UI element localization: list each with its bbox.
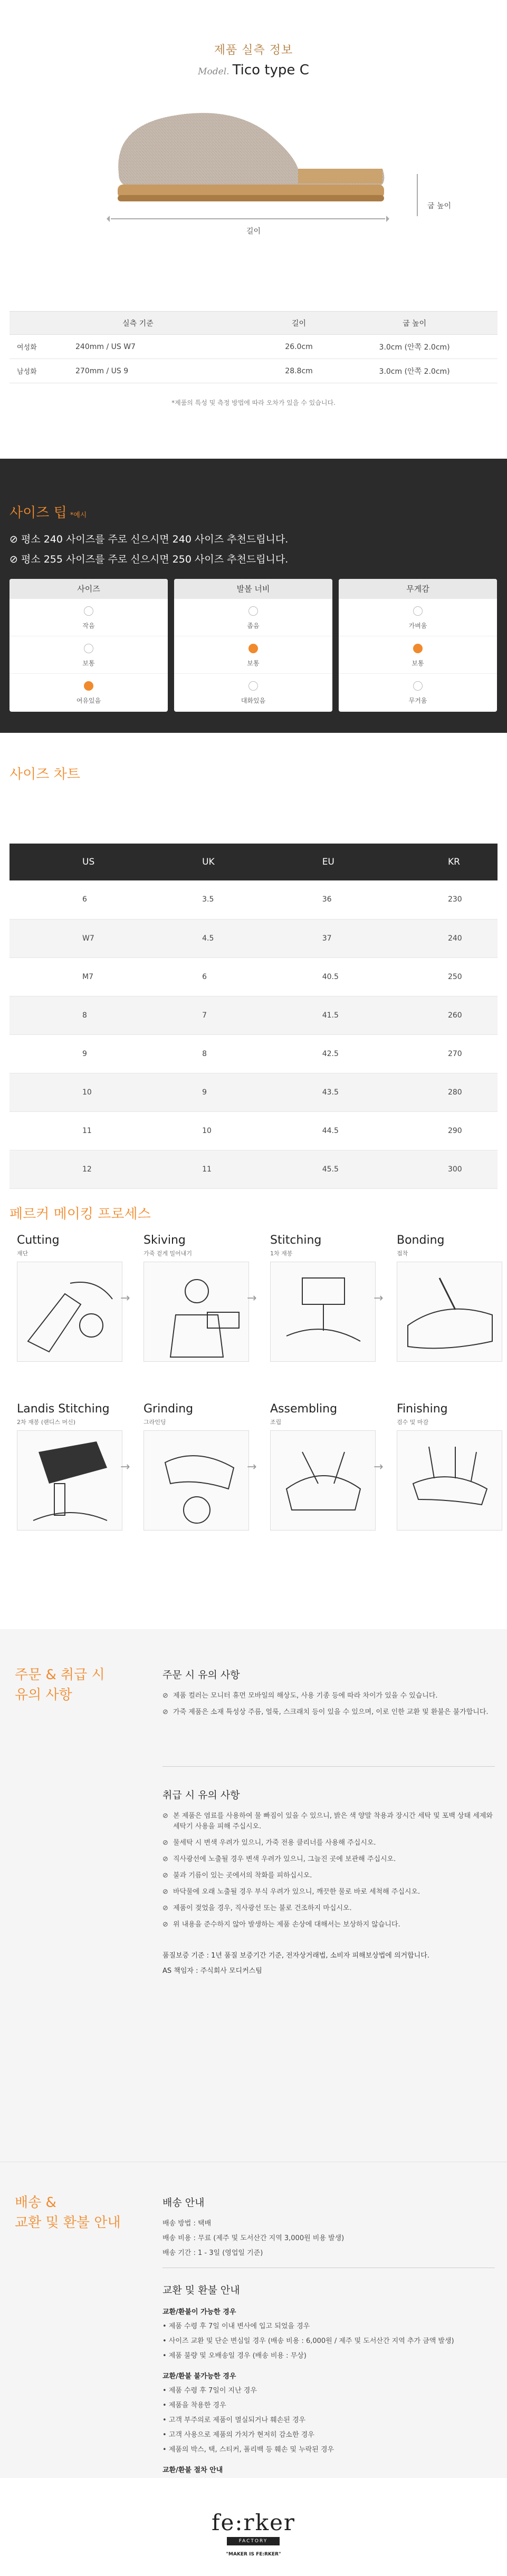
spec-length: 28.8cm	[266, 359, 331, 383]
size-tip-title-text: 사이즈 팁	[9, 505, 67, 521]
list-item	[162, 1707, 500, 1718]
tip-option-selected	[174, 636, 332, 674]
cell: 42.5	[250, 1034, 375, 1073]
shipping-section	[0, 2162, 507, 2478]
cell: 300	[375, 1150, 498, 1188]
check-icon: ⊘	[162, 1872, 168, 1880]
size-header-eu: EU	[250, 844, 375, 880]
spec-header-basis: 실측 기준	[9, 312, 266, 335]
step-name: Cutting	[17, 1234, 60, 1247]
cell: 9	[9, 1034, 129, 1073]
table-row	[9, 1034, 498, 1073]
tip-column-header: 무게감	[339, 579, 497, 599]
cell: 290	[375, 1111, 498, 1150]
cell: M7	[9, 957, 129, 996]
list-text: 제품 수령 후 7일이 지난 경우	[168, 2387, 257, 2395]
ship-item: 배송 기간 : 1 - 3일 (영업일 기준)	[162, 2249, 263, 2257]
tip-option-label: 보통	[247, 660, 260, 667]
list-item: • 고객 부주의로 제품이 멸실되거나 훼손된 경우	[162, 2416, 306, 2424]
spec-heel: 3.0cm (안쪽 2.0cm)	[331, 359, 498, 383]
list-text: 위 내용을 준수하지 않아 발생하는 제품 손상에 대해서는 보상하지 않습니다.	[173, 1921, 400, 1929]
process-step	[17, 1234, 128, 1362]
tip-option	[174, 674, 332, 711]
footer	[0, 2478, 507, 2576]
process-step	[144, 1402, 257, 1531]
list-item: • 제품의 박스, 택, 스티커, 폴리백 등 훼손 및 누락된 경우	[162, 2446, 334, 2454]
cell: W7	[9, 919, 129, 957]
height-dimension-line	[417, 174, 418, 216]
cell: 8	[9, 996, 129, 1034]
process-step	[270, 1234, 384, 1362]
care-notice-block	[162, 1787, 500, 1980]
cutting-illustration	[17, 1262, 122, 1362]
table-row	[9, 919, 498, 957]
quality-guarantee: 품질보증 기준 : 1년 품질 보증기간 기준, 전자상거래법, 소비자 피해보상법에 의거합니다.	[162, 1952, 429, 1960]
process-step	[397, 1234, 507, 1362]
step-name: Skiving	[144, 1234, 186, 1247]
table-row	[9, 880, 498, 919]
cell: 11	[9, 1111, 129, 1150]
tip-option-label: 가벼움	[408, 622, 427, 630]
table-row	[9, 1073, 498, 1111]
arrow-right-icon: →	[374, 1460, 384, 1474]
cell: 11	[129, 1150, 250, 1188]
cell: 280	[375, 1073, 498, 1111]
step-name: Grinding	[144, 1402, 194, 1416]
list-text: 제품의 박스, 택, 스티커, 폴리백 등 훼손 및 누락된 경우	[168, 2446, 334, 2454]
tip-option-selected	[339, 636, 497, 674]
size-tip-section	[0, 459, 507, 733]
block-title: 교환 및 환불 안내	[162, 2284, 240, 2296]
step-desc: 조립	[270, 1419, 282, 1426]
brand-logo: fe:rker	[211, 2510, 295, 2535]
block-title: 배송 안내	[162, 2197, 205, 2209]
tip-option	[339, 599, 497, 636]
making-process-section	[0, 1192, 507, 1629]
tip-option-label: 보통	[412, 660, 424, 667]
height-label: 굽 높이	[427, 202, 452, 210]
list-text: 본 제품은 염료를 사용하여 물 빠짐이 있을 수 있으니, 밝은 색 양말 착용과 장시간 세탁 및 포백 상태 세제와 세탁기 사용을 피해 주십시오.	[173, 1812, 493, 1831]
side-title-line: 배송 &	[15, 2195, 56, 2211]
cell: 36	[250, 880, 375, 919]
tip-line: ⊘ 평소 240 사이즈를 주로 신으시면 240 사이즈 추천드립니다.	[9, 534, 289, 545]
table-row	[9, 359, 498, 383]
radio-dot	[84, 681, 93, 691]
side-title-line: 교환 및 환불 안내	[15, 2215, 121, 2231]
process-step	[17, 1402, 128, 1531]
check-icon: ⊘	[162, 1692, 168, 1700]
arrow-right-icon: →	[374, 1292, 384, 1305]
check-icon: ⊘	[162, 1904, 168, 1912]
radio-dot	[413, 681, 423, 691]
tip-option-selected	[9, 674, 168, 711]
list-text: 바닥물에 오래 노출될 경우 부식 우려가 있으니, 깨끗한 물로 바로 세척해 주십시오.	[173, 1888, 420, 1896]
process-step	[144, 1234, 257, 1362]
arrow-right-icon: →	[120, 1292, 130, 1305]
brand-slogan: "MAKER IS FE:RKER"	[226, 2552, 281, 2557]
step-name: Assembling	[270, 1402, 338, 1416]
size-header-us: US	[9, 844, 129, 880]
table-row	[9, 957, 498, 996]
step-name: Stitching	[270, 1234, 322, 1247]
tip-option	[9, 599, 168, 636]
stitching-illustration	[270, 1262, 376, 1362]
cell: 6	[9, 880, 129, 919]
assembling-illustration	[270, 1430, 376, 1531]
cell: 37	[250, 919, 375, 957]
arrow-right-icon: →	[247, 1460, 257, 1474]
size-chart-table	[9, 844, 498, 1189]
list-text: 제품을 착용한 경우	[168, 2401, 226, 2409]
cell: 41.5	[250, 996, 375, 1034]
landis-stitching-illustration	[17, 1430, 122, 1531]
process-step	[270, 1402, 384, 1531]
radio-dot	[413, 644, 423, 653]
tip-option-label: 무거움	[408, 697, 427, 704]
tip-option-label: 여유있음	[76, 697, 101, 704]
shipping-info-block	[162, 2195, 500, 2263]
cell: 10	[129, 1111, 250, 1150]
list-item	[162, 1920, 500, 1930]
table-row	[9, 335, 498, 359]
radio-dot	[248, 606, 258, 616]
block-title: 주문 시 유의 사항	[162, 1669, 240, 1681]
tip-option-label: 대화있음	[241, 697, 266, 704]
tip-option-label: 좁음	[247, 622, 260, 630]
list-item: • 제품 불량 및 오배송일 경우 (배송 비용 : 무상)	[162, 2352, 307, 2360]
step-desc: 1차 재봉	[270, 1250, 293, 1257]
shoe-image	[108, 95, 393, 208]
size-header-kr: KR	[375, 844, 498, 880]
cell: 8	[129, 1034, 250, 1073]
table-row	[9, 1111, 498, 1150]
tip-line-text: 평소 240 사이즈를 주로 신으시면 240 사이즈 추천드립니다.	[21, 534, 289, 545]
length-dimension-line	[111, 218, 385, 219]
cell: 270	[375, 1034, 498, 1073]
sub-title: 교환/환불 절차 안내	[162, 2466, 223, 2474]
tip-line: ⊘ 평소 255 사이즈를 주로 신으시면 250 사이즈 추천드립니다.	[9, 554, 289, 565]
step-name: Finishing	[397, 1402, 448, 1416]
as-manager: AS 책임자 : 주식회사 모디커스팀	[162, 1967, 262, 1975]
measurement-note: *제품의 특성 및 측정 방법에 따라 오차가 있을 수 있습니다.	[171, 399, 336, 406]
side-title-line: 유의 사항	[15, 1687, 72, 1703]
spec-size: 270mm / US 9	[39, 359, 266, 383]
tip-column-header: 사이즈	[9, 579, 168, 599]
tip-line-text: 평소 255 사이즈를 주로 신으시면 250 사이즈 추천드립니다.	[21, 554, 289, 565]
spec-who: 남성화	[9, 359, 39, 383]
tip-column-header: 발볼 너비	[174, 579, 332, 599]
process-title: 페르커 메이킹 프로세스	[9, 1206, 151, 1222]
cell: 240	[375, 919, 498, 957]
list-item: • 사이즈 교환 및 단순 변심일 경우 (배송 비용 : 6,000원 / 제주 및 도서산간 지역 추가 금액 발생)	[162, 2337, 454, 2345]
size-chart-section	[0, 733, 507, 1192]
step-name: Landis Stitching	[17, 1402, 110, 1416]
cell: 6	[129, 957, 250, 996]
list-item	[162, 1838, 500, 1848]
brand-logo-sub: FACTORY	[227, 2537, 280, 2545]
radio-dot	[413, 606, 423, 616]
cell: 7	[129, 996, 250, 1034]
model-name: Tico type C	[232, 62, 309, 78]
list-item: • 제품 수령 후 7일 이내 변사에 입고 되었을 경우	[162, 2322, 310, 2330]
step-desc: 검수 및 마감	[397, 1419, 429, 1426]
cell: 260	[375, 996, 498, 1034]
check-icon: ⊘	[162, 1708, 168, 1716]
list-item: • 고객 사용으로 제품의 가치가 현저히 감소한 경우	[162, 2431, 314, 2439]
tip-option	[9, 636, 168, 674]
step-name: Bonding	[397, 1234, 445, 1247]
cell: 40.5	[250, 957, 375, 996]
list-item	[162, 1887, 500, 1897]
model-line	[0, 62, 507, 78]
spec-who: 여성화	[9, 335, 39, 359]
cell: 230	[375, 880, 498, 919]
grinding-illustration	[144, 1430, 249, 1531]
list-text: 사이즈 교환 및 단순 변심일 경우 (배송 비용 : 6,000원 / 제주 및 도서산간 지역 추가 금액 발생)	[168, 2337, 454, 2345]
list-item	[162, 1854, 500, 1865]
spec-size: 240mm / US W7	[39, 335, 266, 359]
cell: 44.5	[250, 1111, 375, 1150]
spec-header-heel: 굽 높이	[331, 312, 498, 335]
order-care-section	[0, 1629, 507, 2162]
step-desc: 그라인딩	[144, 1419, 166, 1426]
cell: 43.5	[250, 1073, 375, 1111]
cell: 9	[129, 1073, 250, 1111]
radio-dot	[84, 644, 93, 653]
block-title: 취급 시 유의 사항	[162, 1789, 240, 1801]
list-text: 직사광선에 노출될 경우 변색 우려가 있으니, 그늘진 곳에 보관해 주십시오.	[173, 1855, 396, 1863]
process-step	[397, 1402, 507, 1531]
radio-dot	[84, 606, 93, 616]
list-item	[162, 1871, 500, 1881]
arrow-right-icon: →	[120, 1460, 130, 1474]
list-text: 물세탁 시 변색 우려가 있으니, 가죽 전용 클리너를 사용해 주십시오.	[173, 1839, 376, 1847]
side-title-line: 주문 & 취급 시	[15, 1667, 105, 1683]
size-header-uk: UK	[129, 844, 250, 880]
list-item	[162, 1811, 500, 1832]
ship-item: 배송 비용 : 무료 (제주 및 도서산간 지역 3,000원 비용 발생)	[162, 2234, 345, 2242]
radio-dot	[248, 681, 258, 691]
cell: 3.5	[129, 880, 250, 919]
length-label: 길이	[246, 227, 261, 236]
step-desc: 재단	[17, 1250, 28, 1257]
list-item: • 제품 수령 후 7일이 지난 경우	[162, 2387, 257, 2395]
table-row	[9, 1150, 498, 1188]
measurement-table	[9, 311, 498, 383]
arrow-right-icon: →	[247, 1292, 257, 1305]
check-icon: ⊘	[162, 1921, 168, 1929]
tip-column-weight	[339, 579, 497, 712]
order-side-title	[15, 1665, 141, 1705]
tip-option	[339, 674, 497, 711]
list-item: • 제품을 착용한 경우	[162, 2401, 226, 2409]
tip-option-label: 작음	[82, 622, 95, 630]
size-tip-title	[9, 502, 87, 521]
finishing-illustration	[397, 1430, 502, 1531]
list-text: 고객 부주의로 제품이 멸실되거나 훼손된 경우	[168, 2416, 306, 2424]
ship-item: 배송 방법 : 택배	[162, 2220, 212, 2228]
list-text: 제품 수령 후 7일 이내 변사에 입고 되었을 경우	[168, 2322, 310, 2330]
list-item	[162, 1903, 500, 1914]
list-text: 고객 사용으로 제품의 가치가 현저히 감소한 경우	[168, 2431, 314, 2439]
tip-option	[174, 599, 332, 636]
cell: 45.5	[250, 1150, 375, 1188]
cell: 10	[9, 1073, 129, 1111]
skiving-illustration	[144, 1262, 249, 1362]
section-title: 제품 실측 정보	[214, 44, 293, 57]
sub-title: 교환/환불이 가능한 경우	[162, 2308, 236, 2316]
list-text: 제품 컬러는 모니터 휴먼 모바일의 해상도, 사용 기종 등에 따라 차이가 있을 수 있습니다.	[173, 1692, 438, 1700]
shipping-side-title	[15, 2193, 141, 2233]
bonding-illustration	[397, 1262, 502, 1362]
list-text: 제품이 젖었을 경우, 직사광선 또는 불로 건조하지 마십시오.	[173, 1904, 352, 1912]
divider	[162, 1766, 495, 1767]
cell: 12	[9, 1150, 129, 1188]
sub-title: 교환/환불 불가능한 경우	[162, 2372, 236, 2380]
tip-column-width	[174, 579, 332, 712]
list-text: 불과 기름이 있는 곳에서의 착화를 피하십시오.	[173, 1872, 312, 1880]
radio-dot	[248, 644, 258, 653]
size-tip-example: *예시	[70, 511, 87, 519]
tip-column-size	[9, 579, 168, 712]
check-icon: ⊘	[162, 1855, 168, 1863]
spec-heel: 3.0cm (안쪽 2.0cm)	[331, 335, 498, 359]
list-item	[162, 1691, 500, 1701]
size-chart-title: 사이즈 차트	[9, 767, 80, 782]
model-label: Model.	[198, 66, 229, 77]
cell: 4.5	[129, 919, 250, 957]
check-icon: ⊘	[162, 1888, 168, 1896]
cell: 250	[375, 957, 498, 996]
list-text: 제품 불량 및 오배송일 경우 (배송 비용 : 무상)	[168, 2352, 307, 2360]
tip-option-label: 보통	[82, 660, 95, 667]
product-measurement-section	[0, 0, 507, 459]
check-icon: ⊘	[162, 1839, 168, 1847]
list-text: 가죽 제품은 소재 특성상 주름, 얼룩, 스크래치 등이 있을 수 있으며, 이로 인한 교환 및 환불은 불가합니다.	[173, 1708, 489, 1716]
check-icon: ⊘	[162, 1812, 168, 1820]
table-row	[9, 996, 498, 1034]
spec-length: 26.0cm	[266, 335, 331, 359]
step-desc: 접착	[397, 1250, 408, 1257]
spec-header-length: 길이	[266, 312, 331, 335]
step-desc: 2차 재봉 (랜디스 머신)	[17, 1419, 76, 1426]
step-desc: 가죽 겉게 밀어내기	[144, 1250, 193, 1257]
order-notice-block	[162, 1667, 500, 1723]
